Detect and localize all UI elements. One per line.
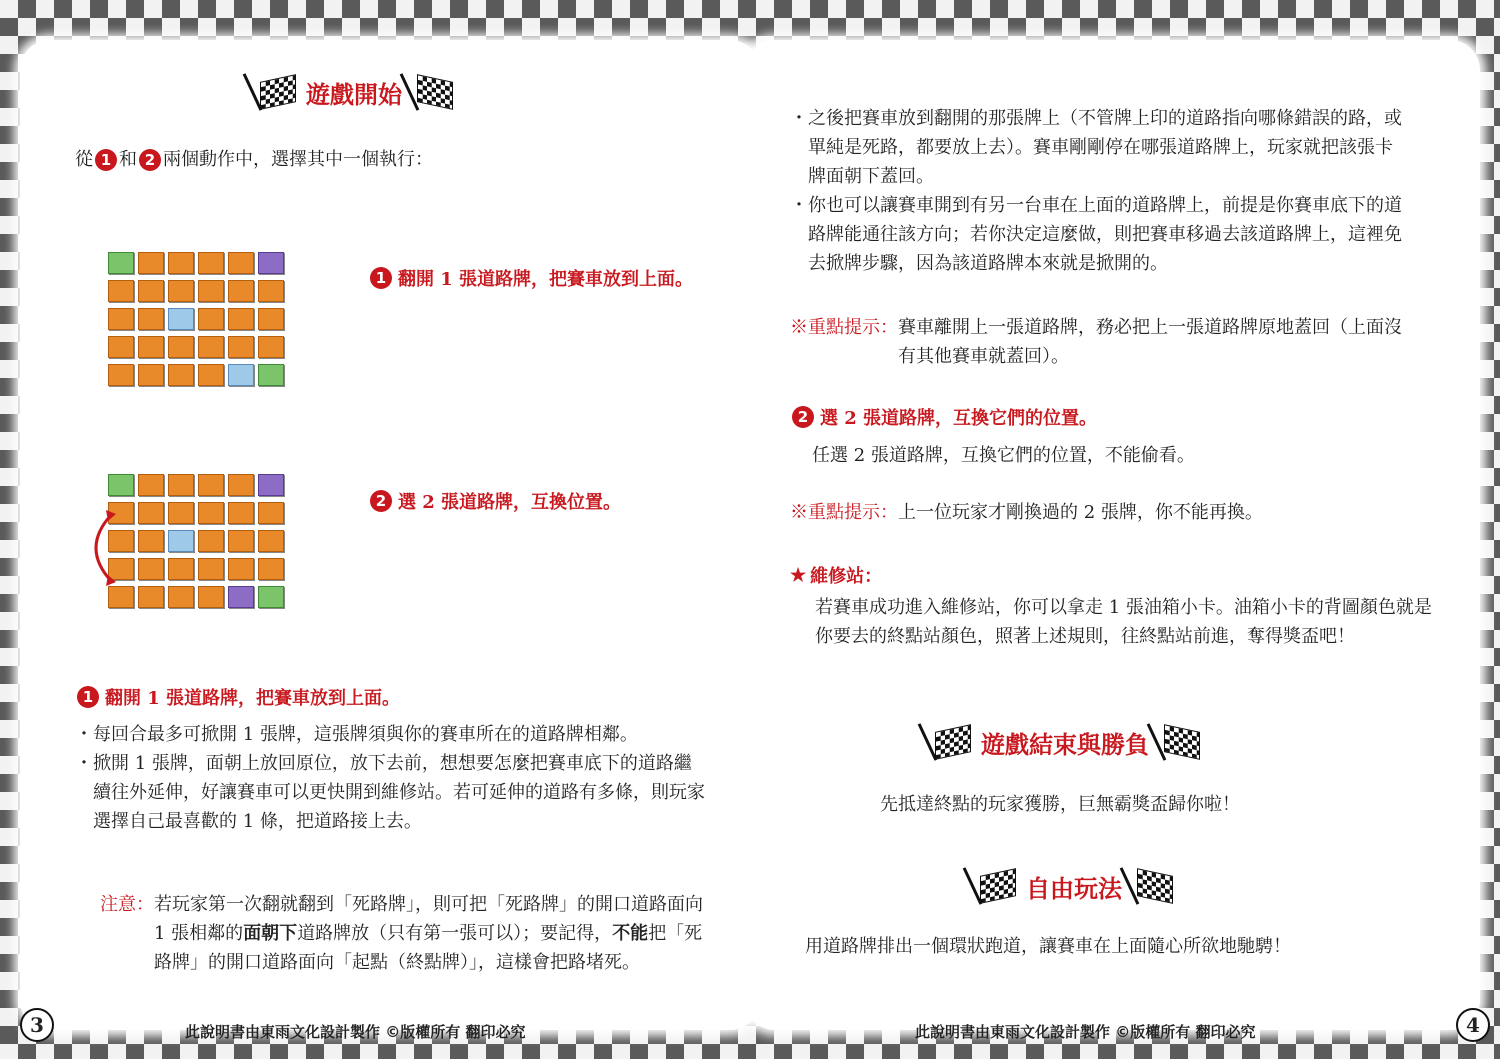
number-badge: 1 (370, 267, 392, 289)
note-text (154, 890, 705, 977)
road-tile (138, 364, 164, 386)
road-tile (168, 336, 194, 358)
list-item: ・ 掀開 1 張牌，面朝上放回原位，放下去前，想想要怎麼把賽車底下的道路繼續往外延伸，好讓賽車可以更快開到維修站。若可延伸的道路有多條，則玩家選擇自己最喜歡的 1 條，把道路接上去。 (75, 749, 705, 836)
heading-title: 遊戲結束與勝負 (981, 730, 1149, 759)
road-tile (138, 308, 164, 330)
road-tile (228, 474, 254, 496)
section-2-title (790, 404, 1097, 430)
note-emphasis: 不能 (612, 923, 649, 944)
number-badge: 2 (139, 149, 161, 171)
road-tile (228, 558, 254, 580)
checkered-flag-icon (260, 74, 296, 110)
road-tile (258, 530, 284, 552)
number-badge: 2 (370, 490, 392, 512)
bullet-text: 掀開 1 張牌，面朝上放回原位，放下去前，想想要怎麼把賽車底下的道路繼續往外延伸，好讓賽車可以更快開到維修站。若可延伸的道路有多條，則玩家選擇自己最喜歡的 1 條，把道路接上去。 (93, 753, 705, 832)
footer-pre: 此說明書由 (185, 1023, 261, 1041)
road-tile (258, 364, 284, 386)
road-tile (138, 252, 164, 274)
checkered-flag-icon (935, 724, 971, 760)
option-2-text: 選 2 張道路牌，互換位置。 (398, 492, 622, 513)
page-number: 3 (20, 1008, 54, 1042)
option-2-label (368, 488, 621, 514)
road-tile (198, 586, 224, 608)
road-tile (228, 252, 254, 274)
road-tile (228, 336, 254, 358)
road-tile (168, 530, 194, 552)
star-icon: ★ (790, 564, 807, 586)
section-1-title (75, 684, 400, 710)
tip-text: 賽車離開上一張道路牌，務必把上一張道路牌原地蓋回（上面沒有其他賽車就蓋回）。 (898, 317, 1402, 367)
road-tile (138, 530, 164, 552)
road-tile (108, 586, 134, 608)
note-emphasis: 面朝下 (243, 923, 298, 944)
section-2-title-text: 選 2 張道路牌，互換它們的位置。 (820, 408, 1098, 429)
note-label: 注意： (100, 894, 154, 915)
section-1-title-text: 翻開 1 張道路牌，把賽車放到上面。 (105, 688, 401, 709)
road-tile (198, 474, 224, 496)
road-tile (108, 364, 134, 386)
swap-arrow-icon (80, 508, 120, 588)
section-2-text: 任選 2 張道路牌，互換它們的位置，不能偷看。 (812, 445, 1195, 466)
road-tile (258, 474, 284, 496)
road-tile (258, 502, 284, 524)
intro-and: 和 (119, 149, 137, 170)
road-tile (258, 558, 284, 580)
road-tile (258, 336, 284, 358)
road-tile (168, 586, 194, 608)
road-tile (108, 336, 134, 358)
footer-brand: 東雨文化 (260, 1023, 321, 1041)
road-tile (258, 280, 284, 302)
checkered-flag-icon (417, 74, 453, 110)
right-bullets (790, 104, 1410, 278)
road-tile (168, 558, 194, 580)
number-badge: 2 (792, 406, 814, 428)
checkered-flag-icon (1164, 724, 1200, 760)
bullet-text: 每回合最多可掀開 1 張牌，這張牌須與你的賽車所在的道路牌相鄰。 (93, 724, 638, 745)
road-tile (168, 364, 194, 386)
tip-label: ※重點提示： (790, 502, 898, 523)
note-text-part: 若玩家第一次翻就翻到「死路牌」，則可把「死路牌」的開口道路面向 1 張相鄰的 (154, 894, 703, 944)
road-tile (168, 474, 194, 496)
tile-layout-illustration-1 (108, 252, 282, 386)
road-tile (138, 474, 164, 496)
intro-prefix: 從 (75, 149, 93, 170)
pitstop-title (790, 562, 882, 588)
game-end-heading (930, 722, 1200, 762)
note-text-part: 把「死路牌」的開口道路面向「起點（終點牌）」，這樣會把路堵死。 (154, 923, 703, 973)
road-tile (168, 502, 194, 524)
bullet-text: 你也可以讓賽車開到有另一台車在上面的道路牌上，前提是你賽車底下的道路牌能通往該方向；若你決定這麼做，則把賽車移過去該道路牌上，這裡免去掀牌步驟，因為該道路牌本來就是掀開的。 (808, 195, 1402, 274)
list-item: ・ 每回合最多可掀開 1 張牌，這張牌須與你的賽車所在的道路牌相鄰。 (75, 720, 705, 749)
road-tile (198, 280, 224, 302)
game-start-heading (255, 72, 453, 112)
free-play-heading (975, 866, 1173, 906)
note-text-part: 道路牌放（只有第一張可以）；要記得， (297, 923, 613, 944)
road-tile (138, 336, 164, 358)
list-item: ・ 你也可以讓賽車開到有另一台車在上面的道路牌上，前提是你賽車底下的道路牌能通往該方向；若你決定這麼做，則把賽車移過去該道路牌上，這裡免去掀牌步驟，因為該道路牌本來就是掀開的。 (790, 191, 1410, 278)
option-1-text: 翻開 1 張道路牌，把賽車放到上面。 (398, 269, 694, 290)
road-tile (198, 252, 224, 274)
road-tile (108, 308, 134, 330)
road-tile (228, 308, 254, 330)
road-tile (138, 502, 164, 524)
tip-2 (790, 498, 1263, 527)
footer-pre: 此說明書由 (915, 1023, 991, 1041)
road-tile (198, 530, 224, 552)
tip-1 (790, 313, 1410, 371)
road-tile (108, 280, 134, 302)
road-tile (258, 308, 284, 330)
road-tile (138, 558, 164, 580)
road-tile (228, 364, 254, 386)
pitstop-text: 若賽車成功進入維修站，你可以拿走 1 張油箱小卡。油箱小卡的背圖顏色就是你要去的終點站顏色，照著上述規則，往終點站前進，奪得獎盃吧！ (815, 597, 1432, 647)
section-1-bullets (75, 720, 705, 836)
intro-line (75, 145, 433, 174)
number-badge: 1 (95, 149, 117, 171)
road-tile (108, 474, 134, 496)
road-tile (168, 308, 194, 330)
road-tile (228, 280, 254, 302)
heading-title: 遊戲開始 (306, 80, 402, 109)
road-tile (138, 586, 164, 608)
checkered-flag-icon (980, 868, 1016, 904)
road-tile (228, 502, 254, 524)
list-item: ・ 之後把賽車放到翻開的那張牌上（不管牌上印的道路指向哪條錯誤的路，或單純是死路，都要放上去）。賽車剛剛停在哪張道路牌上，玩家就把該張卡牌面朝下蓋回。 (790, 104, 1410, 191)
footer-credit (915, 1021, 1255, 1042)
road-tile (228, 586, 254, 608)
page-number: 4 (1456, 1008, 1490, 1042)
tip-text: 上一位玩家才剛換過的 2 張牌，你不能再換。 (898, 502, 1263, 523)
pitstop-title-text: 維修站： (810, 566, 883, 587)
road-tile (258, 586, 284, 608)
checkered-flag-icon (1137, 868, 1173, 904)
heading-title: 自由玩法 (1026, 874, 1122, 903)
footer-brand: 東雨文化 (990, 1023, 1051, 1041)
note-block (100, 890, 705, 977)
road-tile (198, 502, 224, 524)
road-tile (138, 280, 164, 302)
intro-suffix: 兩個動作中，選擇其中一個執行： (163, 149, 433, 170)
road-tile (198, 364, 224, 386)
footer-credit (185, 1021, 525, 1042)
end-text: 先抵達終點的玩家獲勝，巨無霸獎盃歸你啦！ (880, 794, 1240, 815)
road-tile (228, 530, 254, 552)
road-tile (198, 336, 224, 358)
footer-post: 設計製作 ©版權所有 翻印必究 (1050, 1023, 1256, 1041)
option-1-label (368, 265, 693, 291)
road-tile (198, 308, 224, 330)
tile-layout-illustration-2 (108, 474, 282, 608)
tip-label: ※重點提示： (790, 317, 898, 338)
free-play-text: 用道路牌排出一個環狀跑道，讓賽車在上面隨心所欲地馳騁！ (805, 936, 1291, 957)
road-tile (198, 558, 224, 580)
footer-post: 設計製作 ©版權所有 翻印必究 (320, 1023, 526, 1041)
road-tile (168, 280, 194, 302)
road-tile (108, 252, 134, 274)
road-tile (258, 252, 284, 274)
road-tile (168, 252, 194, 274)
bullet-text: 之後把賽車放到翻開的那張牌上（不管牌上印的道路指向哪條錯誤的路，或單純是死路，都要放上去）。賽車剛剛停在哪張道路牌上，玩家就把該張卡牌面朝下蓋回。 (808, 108, 1402, 187)
number-badge: 1 (77, 686, 99, 708)
